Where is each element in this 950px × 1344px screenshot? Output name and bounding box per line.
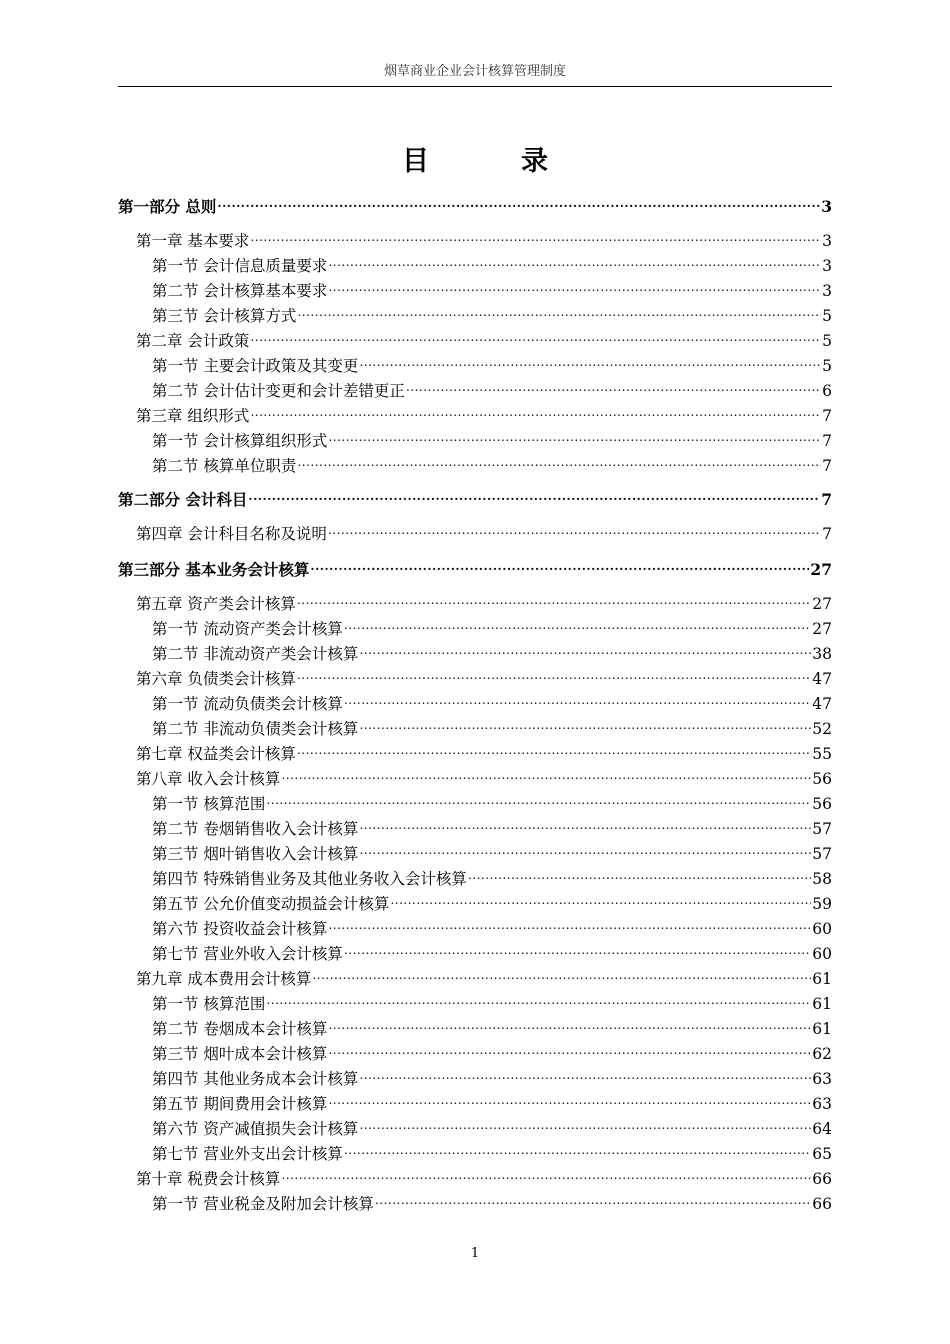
toc-entry-page: 52: [812, 720, 832, 738]
toc-entry-section[interactable]: [152, 1093, 832, 1115]
toc-dot-leader: [281, 769, 811, 785]
toc-dot-leader: [344, 944, 811, 960]
toc-entry-label: 第五章 资产类会计核算: [136, 595, 296, 613]
toc-entry-page: 63: [812, 1070, 832, 1088]
toc-entry-page: 56: [812, 770, 832, 788]
toc-dot-leader: [344, 1144, 811, 1160]
toc-dot-leader: [468, 869, 811, 885]
toc-entry-page: 5: [822, 357, 832, 375]
toc-entry-label: 第五节 期间费用会计核算: [152, 1095, 328, 1113]
toc-entry-label: 第一节 流动资产类会计核算: [152, 620, 343, 638]
toc-entry-label: 第三节 烟叶销售收入会计核算: [152, 845, 359, 863]
toc-entry-page: 27: [812, 595, 832, 613]
toc-entry-section[interactable]: [152, 793, 832, 815]
toc-entry-label: 第七节 营业外支出会计核算: [152, 1145, 343, 1163]
toc-entry-chapter[interactable]: [136, 330, 832, 352]
toc-entry-page: 55: [812, 745, 832, 763]
toc-entry-page: 3: [821, 197, 832, 216]
toc-entry-section[interactable]: [152, 1043, 832, 1065]
toc-entry-page: 65: [812, 1145, 832, 1163]
toc-entry-label: 第七章 权益类会计核算: [136, 745, 296, 763]
toc-dot-leader: [250, 231, 821, 247]
toc-entry-label: 第六节 资产减值损失会计核算: [152, 1120, 359, 1138]
toc-entry-page: 3: [822, 257, 832, 275]
toc-dot-leader: [359, 719, 811, 735]
toc-entry-label: 第二章 会计政策: [136, 332, 250, 350]
toc-dot-leader: [297, 306, 821, 322]
toc-entry-section[interactable]: [152, 1118, 832, 1140]
toc-entry-section[interactable]: [152, 943, 832, 965]
toc-entry-section[interactable]: [152, 305, 832, 327]
toc-entry-label: 第二节 卷烟销售收入会计核算: [152, 820, 359, 838]
toc-entry-page: 6: [822, 382, 832, 400]
toc-entry-label: 第二部分 会计科目: [118, 490, 248, 509]
toc-entry-part[interactable]: [118, 196, 832, 218]
toc-entry-page: 57: [812, 845, 832, 863]
toc-entry-page: 47: [812, 670, 832, 688]
toc-entry-page: 62: [812, 1045, 832, 1063]
toc-dot-leader: [375, 1194, 811, 1210]
toc-entry-label: 第七节 营业外收入会计核算: [152, 945, 343, 963]
toc-entry-section[interactable]: [152, 1018, 832, 1040]
toc-entry-page: 58: [812, 870, 832, 888]
toc-dot-leader: [359, 844, 811, 860]
header-rule: [118, 86, 832, 87]
toc-entry-page: 59: [812, 895, 832, 913]
toc-entry-chapter[interactable]: [136, 230, 832, 252]
toc-entry-page: 61: [812, 995, 832, 1013]
toc-entry-section[interactable]: [152, 718, 832, 740]
toc-entry-label: 第一章 基本要求: [136, 232, 250, 250]
toc-entry-chapter[interactable]: [136, 668, 832, 690]
toc-entry-page: 27: [810, 560, 832, 579]
toc-entry-page: 3: [822, 232, 832, 250]
page-number: 1: [470, 1246, 480, 1261]
toc-entry-section[interactable]: [152, 1143, 832, 1165]
toc-entry-section[interactable]: [152, 843, 832, 865]
toc-entry-section[interactable]: [152, 430, 832, 452]
toc-entry-label: 第二节 非流动资产类会计核算: [152, 645, 359, 663]
toc-entry-chapter[interactable]: [136, 968, 832, 990]
toc-entry-label: 第一节 主要会计政策及其变更: [152, 357, 359, 375]
toc-dot-leader: [390, 894, 811, 910]
toc-entry-page: 60: [812, 945, 832, 963]
toc-entry-page: 61: [812, 970, 832, 988]
toc-entry-page: 5: [822, 307, 832, 325]
toc-entry-label: 第四节 其他业务成本会计核算: [152, 1070, 359, 1088]
toc-entry-label: 第十章 税费会计核算: [136, 1170, 281, 1188]
toc-dot-leader: [359, 356, 821, 372]
toc-entry-page: 60: [812, 920, 832, 938]
toc-entry-part[interactable]: [118, 489, 832, 511]
toc-dot-leader: [344, 694, 811, 710]
toc-dot-leader: [328, 281, 821, 297]
toc-entry-label: 第一节 核算范围: [152, 795, 266, 813]
toc-dot-leader: [297, 456, 821, 472]
toc-entry-page: 7: [822, 457, 832, 475]
toc-entry-label: 第一节 会计信息质量要求: [152, 257, 328, 275]
toc-dot-leader: [328, 1019, 811, 1035]
toc-entry-page: 7: [822, 407, 832, 425]
toc-dot-leader: [359, 644, 811, 660]
toc-entry-label: 第三节 烟叶成本会计核算: [152, 1045, 328, 1063]
toc-entry-page: 63: [812, 1095, 832, 1113]
toc-entry-label: 第一节 核算范围: [152, 995, 266, 1013]
toc-entry-section[interactable]: [152, 693, 832, 715]
toc-dot-leader: [312, 969, 811, 985]
toc-entry-page: 64: [812, 1120, 832, 1138]
toc-entry-section[interactable]: [152, 868, 832, 890]
toc-dot-leader: [266, 994, 811, 1010]
toc-entry-section[interactable]: [152, 643, 832, 665]
page-header: 烟草商业企业会计核算管理制度: [383, 64, 566, 79]
toc-entry-label: 第二节 会计估计变更和会计差错更正: [152, 382, 405, 400]
toc-entry-section[interactable]: [152, 818, 832, 840]
toc-dot-leader: [328, 256, 821, 272]
toc-entry-label: 第二节 会计核算基本要求: [152, 282, 328, 300]
toc-entry-section[interactable]: [152, 255, 832, 277]
toc-entry-page: 56: [812, 795, 832, 813]
toc-entry-label: 第二节 核算单位职责: [152, 457, 297, 475]
toc-entry-page: 38: [812, 645, 832, 663]
toc-dot-leader: [217, 197, 820, 213]
toc-dot-leader: [297, 669, 811, 685]
toc-dot-leader: [328, 919, 811, 935]
toc-dot-leader: [344, 619, 811, 635]
toc-entry-label: 第三节 会计核算方式: [152, 307, 297, 325]
toc-entry-label: 第五节 公允价值变动损益会计核算: [152, 895, 390, 913]
toc-dot-leader: [310, 560, 809, 576]
toc-entry-page: 27: [812, 620, 832, 638]
toc-entry-section[interactable]: [152, 618, 832, 640]
toc-entry-label: 第一节 流动负债类会计核算: [152, 695, 343, 713]
toc-dot-leader: [328, 1044, 811, 1060]
toc-entry-label: 第一节 会计核算组织形式: [152, 432, 328, 450]
toc-dot-leader: [266, 794, 811, 810]
toc-title: 目录: [402, 146, 640, 177]
toc-entry-label: 第八章 收入会计核算: [136, 770, 281, 788]
toc-dot-leader: [359, 819, 811, 835]
toc-dot-leader: [250, 331, 821, 347]
toc-entry-section[interactable]: [152, 1068, 832, 1090]
toc-dot-leader: [250, 406, 821, 422]
toc-entry-label: 第二节 非流动负债类会计核算: [152, 720, 359, 738]
toc-entry-section[interactable]: [152, 355, 832, 377]
toc-entry-page: 47: [812, 695, 832, 713]
toc-entry-section[interactable]: [152, 993, 832, 1015]
toc-entry-label: 第六节 投资收益会计核算: [152, 920, 328, 938]
toc-dot-leader: [281, 1169, 811, 1185]
toc-dot-leader: [406, 381, 821, 397]
toc-entry-section[interactable]: [152, 893, 832, 915]
toc-entry-page: 7: [821, 490, 832, 509]
toc-dot-leader: [328, 1094, 811, 1110]
toc-entry-label: 第三章 组织形式: [136, 407, 250, 425]
toc-entry-page: 7: [822, 432, 832, 450]
toc-entry-page: 66: [812, 1195, 832, 1213]
toc-entry-page: 57: [812, 820, 832, 838]
toc-dot-leader: [328, 524, 821, 540]
toc-entry-page: 5: [822, 332, 832, 350]
toc-entry-section[interactable]: [152, 280, 832, 302]
toc-dot-leader: [297, 594, 811, 610]
toc-entry-label: 第四章 会计科目名称及说明: [136, 525, 327, 543]
toc-dot-leader: [359, 1119, 811, 1135]
toc-entry-label: 第三部分 基本业务会计核算: [118, 560, 310, 579]
toc-entry-chapter[interactable]: [136, 405, 832, 427]
toc-entry-chapter[interactable]: [136, 768, 832, 790]
toc-entry-page: 7: [822, 525, 832, 543]
toc-entry-chapter[interactable]: [136, 593, 832, 615]
toc-entry-chapter[interactable]: [136, 1168, 832, 1190]
toc-entry-page: 66: [812, 1170, 832, 1188]
toc-entry-page: 61: [812, 1020, 832, 1038]
toc-dot-leader: [248, 490, 820, 506]
toc-dot-leader: [328, 431, 821, 447]
toc-entry-section[interactable]: [152, 380, 832, 402]
toc-entry-section[interactable]: [152, 1193, 832, 1215]
toc-entry-label: 第二节 卷烟成本会计核算: [152, 1020, 328, 1038]
toc-entry-part[interactable]: [118, 559, 832, 581]
toc-entry-section[interactable]: [152, 918, 832, 940]
toc-entry-label: 第六章 负债类会计核算: [136, 670, 296, 688]
toc-entry-label: 第四节 特殊销售业务及其他业务收入会计核算: [152, 870, 467, 888]
toc-entry-label: 第九章 成本费用会计核算: [136, 970, 312, 988]
toc-entry-label: 第一部分 总则: [118, 197, 217, 216]
toc-entry-chapter[interactable]: [136, 523, 832, 545]
toc-entry-chapter[interactable]: [136, 743, 832, 765]
toc-dot-leader: [297, 744, 811, 760]
toc-dot-leader: [359, 1069, 811, 1085]
toc-entry-label: 第一节 营业税金及附加会计核算: [152, 1195, 374, 1213]
toc-entry-section[interactable]: [152, 455, 832, 477]
toc-entry-page: 3: [822, 282, 832, 300]
